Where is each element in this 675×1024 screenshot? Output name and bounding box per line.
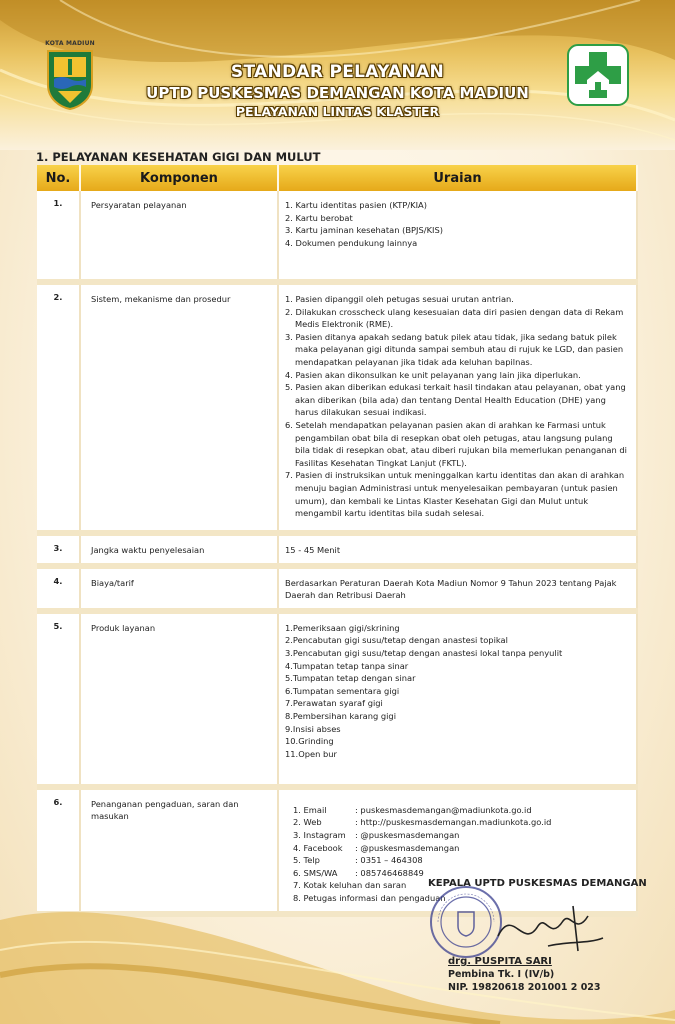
list-item: 5.Tumpatan tetap dengan sinar [285, 673, 416, 684]
contact-label: 1. Email [293, 804, 327, 815]
list-item: 7. Pasien di instruksikan untuk meninggalkan kartu identitas dan akan di arahkan menuju bagian Administrasi untuk menyelesaikan pembayaran (untuk pasien umum), dan kembali ke Lintas Klaster Kesehatan Gigi dan Mulut untuk mengambil kartu identitas bila sudah selesai. [285, 470, 625, 519]
row-number: 5. [37, 611, 80, 787]
contact-value: : @puskesmasdemangan [355, 842, 460, 853]
title-line-1: STANDAR PELAYANAN [230, 62, 445, 82]
list-item: 6.Tumpatan sementara gigi [285, 685, 400, 696]
list-item: 4. Dokumen pendukung lainnya [285, 237, 418, 248]
list-item: 11.Open bur [285, 748, 337, 759]
signatory-nip: NIP. 19820618 201001 2 023 [448, 982, 601, 993]
list-item: 5. Pasien akan diberikan edukasi terkait hasil tindakan atau pelayanan, obat yang akan diberikan (bila ada) dan tentang Dental Health Education (DHE) yang harus dilakukan sesuai indikasi. [285, 382, 626, 418]
list-item: 2. Kartu berobat [285, 212, 353, 223]
list-item: 3. Kartu jaminan kesehatan (BPJS/KIS) [285, 225, 443, 236]
product-list [285, 622, 630, 761]
row-component: Sistem, mekanisme dan prosedur [80, 282, 278, 533]
list-item: 10.Grinding [285, 736, 334, 747]
row-description [278, 282, 637, 533]
service-standard-table [37, 165, 638, 917]
contact-value: : 0351 – 464308 [355, 855, 423, 866]
table-row [37, 282, 637, 533]
row-component: Penanganan pengaduan, saran dan masukan [80, 787, 278, 914]
list-item: 3.Pencabutan gigi susu/tetap dengan anastesi lokal tanpa penyulit [285, 647, 563, 658]
row-description: 15 - 45 Menit [278, 533, 637, 566]
header-no: No. [37, 165, 80, 191]
signature-title: KEPALA UPTD PUSKESMAS DEMANGAN [428, 878, 647, 889]
header-uraian: Uraian [278, 165, 637, 191]
table-row [37, 191, 637, 282]
list-item: 7.Perawatan syaraf gigi [285, 698, 383, 709]
row-component: Persyaratan pelayanan [80, 191, 278, 282]
row-component: Jangka waktu penyelesaian [80, 533, 278, 566]
contact-label: 8. Petugas informasi dan pengaduan [293, 892, 446, 903]
title-line-3: PELAYANAN LINTAS KLASTER [235, 104, 440, 119]
list-item: 2. Dilakukan crosscheck ulang kesesuaian data diri pasien dengan data di Rekam Medis Elektronik (RME). [285, 306, 624, 330]
contact-value: : @puskesmasdemangan [355, 829, 460, 840]
table-header-row [37, 165, 637, 191]
signatory-rank: Pembina Tk. I (IV/b) [448, 969, 555, 980]
contact-label: 2. Web [293, 817, 322, 828]
requirements-list [285, 199, 630, 249]
table-row [37, 566, 637, 611]
row-number: 1. [37, 191, 80, 282]
row-number: 2. [37, 282, 80, 533]
contact-web-link[interactable]: : http://puskesmasdemangan.madiunkota.go.id [355, 817, 552, 828]
list-item: 4. Pasien akan dikonsulkan ke unit pelayanan yang lain jika diperlukan. [285, 369, 581, 380]
list-item: 1.Pemeriksaan gigi/skrining [285, 622, 400, 633]
list-item: 1. Pasien dipanggil oleh petugas sesuai urutan antrian. [285, 294, 514, 304]
row-number: 3. [37, 533, 80, 566]
list-item: 9.Insisi abses [285, 723, 341, 734]
section-title: 1. PELAYANAN KESEHATAN GIGI DAN MULUT [36, 150, 321, 164]
table-row [37, 533, 637, 566]
row-number: 6. [37, 787, 80, 914]
signatory-name: drg. PUSPITA SARI [448, 956, 552, 967]
contact-label: 7. Kotak keluhan dan saran [293, 880, 407, 891]
list-item: 6. Setelah mendapatkan pelayanan pasien akan di arahkan ke Farmasi untuk pengambilan obat bila di resepkan obat oleh petugas, atau langsung pulang bila tidak di resepkan obat, atau diberi rujukan bila memerlukan penanganan di Fasilitas Kesehatan Tingkat Lanjut (FKTL). [285, 419, 627, 468]
list-item: 8.Pembersihan karang gigi [285, 710, 397, 721]
list-item: 1. Kartu identitas pasien (KTP/KIA) [285, 200, 427, 210]
row-component: Biaya/tarif [80, 566, 278, 611]
list-item: 2.Pencabutan gigi susu/tetap dengan anastesi topikal [285, 635, 508, 646]
madiun-shield-icon [44, 47, 96, 111]
contact-label: 3. Instagram [293, 829, 346, 840]
contact-value: : 085746468849 [355, 867, 424, 878]
contact-email-link[interactable]: : puskesmasdemangan@madiunkota.go.id [355, 804, 532, 815]
contact-label: 5. Telp [293, 855, 320, 866]
row-description [278, 191, 637, 282]
list-item: 4.Tumpatan tetap tanpa sinar [285, 660, 409, 671]
header-komponen: Komponen [80, 165, 278, 191]
signature-block [428, 878, 648, 993]
table-row [37, 611, 637, 787]
procedure-list [285, 293, 630, 520]
puskesmas-logo-icon [567, 44, 629, 106]
row-number: 4. [37, 566, 80, 611]
contact-label: 6. SMS/WA [293, 867, 338, 878]
row-component: Produk layanan [80, 611, 278, 787]
document-title [110, 62, 565, 121]
kota-madiun-logo [40, 40, 100, 115]
contact-label: 4. Facebook [293, 842, 343, 853]
list-item: 3. Pasien ditanya apakah sedang batuk pilek atau tidak, jika sedang batuk pilek maka pelayanan gigi ditunda sampai sembuh atau di rujuk ke LGD, dan pasien mendapatkan pelayanan jika tidak ada keluhan bapilnas. [285, 331, 624, 367]
logo-caption: KOTA MADIUN [45, 40, 95, 47]
row-description: Berdasarkan Peraturan Daerah Kota Madiun Nomor 9 Tahun 2023 tentang Pajak Daerah dan Retribusi Daerah [278, 566, 637, 611]
row-description [278, 611, 637, 787]
handwritten-signature [488, 896, 608, 956]
title-line-2: UPTD PUSKESMAS DEMANGAN KOTA MADIUN [146, 84, 529, 102]
